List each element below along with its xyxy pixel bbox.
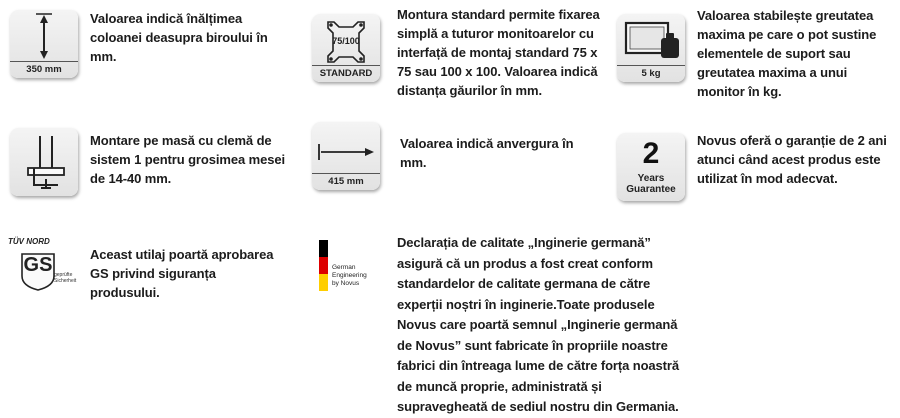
logo-line-german: German bbox=[332, 264, 356, 271]
flag-gold-stripe bbox=[319, 274, 328, 291]
german-engineering-icon bbox=[319, 240, 381, 300]
flag-red-stripe bbox=[319, 257, 328, 274]
guarantee-years-number: 2 bbox=[642, 137, 660, 170]
guarantee-caption bbox=[617, 173, 685, 195]
icon-divider bbox=[312, 173, 380, 174]
vesa-mount-icon bbox=[312, 14, 380, 82]
gs-logo-main-text: GS bbox=[23, 254, 53, 276]
span-icon bbox=[312, 122, 380, 190]
desk-clamp-icon bbox=[10, 128, 78, 196]
logo-line-engineering: Engineering bbox=[332, 272, 367, 279]
logo-line-by-novus: by Novus bbox=[332, 280, 360, 287]
german-engineering-logo-text bbox=[332, 264, 367, 288]
weight-description: Valoarea stabilește greutatea maxima pe care o pot sustine elementele de suport sau greutatea maxima a unui monitor în kg. bbox=[697, 8, 877, 99]
flag-black-stripe bbox=[319, 240, 328, 257]
vesa-description: Montura standard permite fixarea simplă a tuturor monitoarelor cu interfață de montaj standard 75 x 75 sau 100 x 100. Valoarea indică distanța găurilor în mm. bbox=[397, 7, 600, 98]
guarantee-icon bbox=[617, 133, 685, 201]
guarantee-caption-years: Years bbox=[637, 173, 665, 184]
vesa-caption: STANDARD bbox=[319, 68, 373, 79]
german-engineering-description: Declarația de calitate „Inginerie germană” asigură că un produs a fost creat conform standardelor de calitate germana de către experții noștri în inginerie.Toate produsele Novus care poartă semnul „Inginerie germană de Novus” sunt fabricate în propriile noastre fabrici din întreaga lume de către forța noastră de muncă proprie, administrată și supravegheată de sediul nostru din Germania. bbox=[397, 235, 680, 414]
icon-divider bbox=[617, 65, 685, 66]
height-caption: 350 mm bbox=[26, 64, 62, 75]
gs-logo-top-text: TÜV NORD bbox=[8, 237, 50, 246]
gs-tuv-icon bbox=[8, 236, 78, 292]
guarantee-caption-guarantee: Guarantee bbox=[626, 184, 676, 195]
span-caption: 415 mm bbox=[328, 176, 364, 187]
clamp-graphic bbox=[10, 128, 78, 196]
height-description: Valoarea indică înălțimea coloanei deasupra biroului în mm. bbox=[90, 11, 268, 64]
gs-description: Aceast utilaj poartă aprobarea GS privind siguranța produsului. bbox=[90, 247, 274, 300]
icon-divider bbox=[312, 65, 380, 66]
guarantee-description: Novus oferă o garanție de 2 ani atunci când acest produs este utilizat în mod adecvat. bbox=[697, 133, 887, 186]
height-icon bbox=[10, 10, 78, 78]
vesa-size-label: 75/100 bbox=[332, 36, 360, 46]
weight-caption: 5 kg bbox=[641, 68, 661, 79]
span-description: Valoarea indică anvergura în mm. bbox=[400, 136, 574, 170]
weight-icon bbox=[617, 14, 685, 82]
gs-logo-sub-text: geprüfte Sicherheit bbox=[54, 272, 77, 284]
icon-divider bbox=[10, 61, 78, 62]
desk-clamp-description: Montare pe masă cu clemă de sistem 1 pentru grosimea mesei de 14-40 mm. bbox=[90, 133, 285, 186]
